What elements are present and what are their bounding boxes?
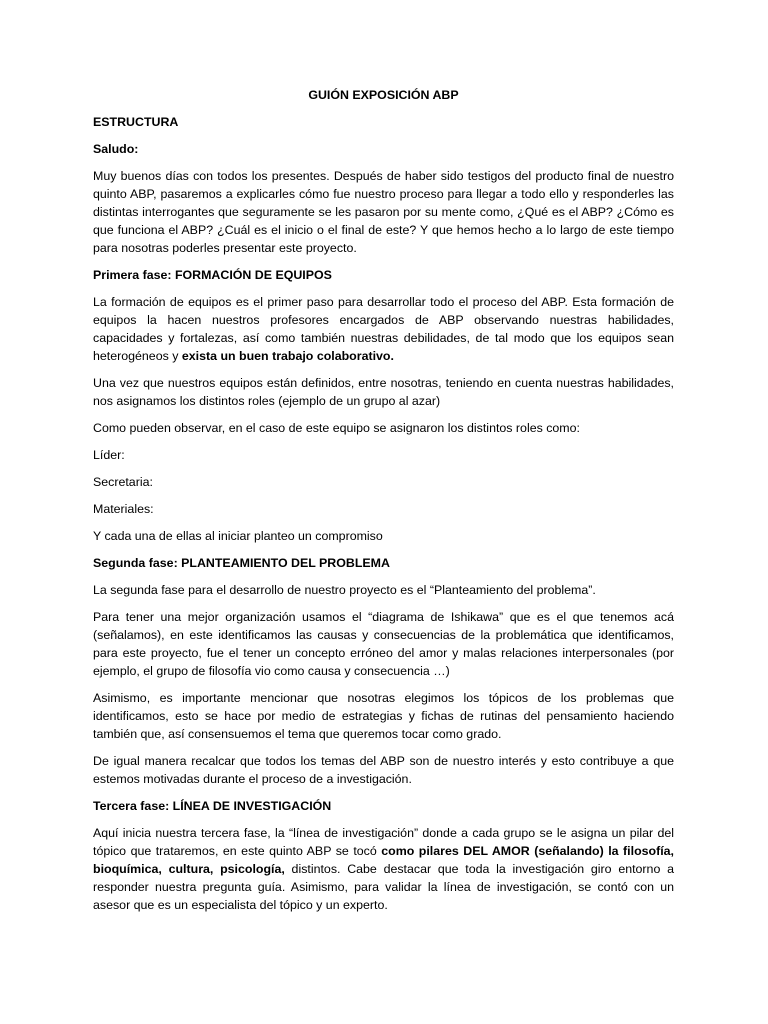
saludo-paragraph: Muy buenos días con todos los presentes. Después de haber sido testigos del producto final de nuestro quinto ABP, pasaremos a explicarles cómo fue nuestro proceso para llegar a todo ello y responderles las distintas interrogantes que seguramente se les pasaron por su mente como, ¿Qué es el ABP? ¿Cómo es que funciona el ABP? ¿Cuál es el inicio o el final de este? Y que hemos hecho a lo largo de este tiempo para nosotras poderles presentar este proyecto. xyxy=(93,169,674,255)
fase2-paragraph-4: De igual manera recalcar que todos los temas del ABP son de nuestro interés y esto contribuye a que estemos motivadas durante el proceso de a investigación. xyxy=(93,754,674,786)
fase3-paragraph-1-bold: como pilares DEL AMOR (señalando) la filosofía, bioquímica, cultura, psicología, xyxy=(93,844,674,876)
fase2-paragraph-1: La segunda fase para el desarrollo de nuestro proyecto es el “Planteamiento del problema”. xyxy=(93,583,596,597)
fase1-paragraph-1 xyxy=(93,293,674,365)
role-secretaria: Secretaria: xyxy=(93,475,153,489)
fase1-paragraph-1-text: La formación de equipos es el primer paso para desarrollar todo el proceso del ABP. Esta formación de equipos la hacen nuestros profesores encargados de ABP observando nuestras habilidades, capacidades y fortalezas, así como también nuestras debilidades, de tal modo que los equipos sean heterogéneos y xyxy=(93,295,674,363)
fase1-paragraph-2: Una vez que nuestros equipos están definidos, entre nosotras, teniendo en cuenta nuestras habilidades, nos asignamos los distintos roles (ejemplo de un grupo al azar) xyxy=(93,376,674,408)
fase3-paragraph-1-text: Aquí inicia nuestra tercera fase, la “línea de investigación” donde a cada grupo se le asigna un pilar del tópico que trataremos, en este quinto ABP se tocó xyxy=(93,826,674,858)
role-materiales: Materiales: xyxy=(93,502,154,516)
fase1-paragraph-3: Como pueden observar, en el caso de este equipo se asignaron los distintos roles como: xyxy=(93,421,580,435)
fase1-heading: Primera fase: FORMACIÓN DE EQUIPOS xyxy=(93,268,332,282)
fase3-heading: Tercera fase: LÍNEA DE INVESTIGACIÓN xyxy=(93,799,332,813)
fase1-paragraph-1-bold: exista un buen trabajo colaborativo. xyxy=(181,349,394,363)
estructura-heading: ESTRUCTURA xyxy=(93,115,179,129)
fase1-paragraph-4: Y cada una de ellas al iniciar planteo un compromiso xyxy=(93,529,383,543)
fase2-paragraph-3: Asimismo, es importante mencionar que nosotras elegimos los tópicos de los problemas que identificamos, esto se hace por medio de estrategias y fichas de rutinas del pensamiento haciendo también que, así consensuemos el tema que queremos tocar como grado. xyxy=(93,691,674,741)
document-title: GUIÓN EXPOSICIÓN ABP xyxy=(308,88,459,102)
saludo-heading: Saludo: xyxy=(93,142,139,156)
fase2-heading: Segunda fase: PLANTEAMIENTO DEL PROBLEMA xyxy=(93,556,390,570)
fase3-paragraph-1-tail: distintos. Cabe destacar que toda la investigación giro entorno a responder nuestra pregunta guía. Asimismo, para validar la línea de investigación, se contó con un asesor que es un especialista del tópico y un experto. xyxy=(93,862,674,912)
fase2-paragraph-2: Para tener una mejor organización usamos el “diagrama de Ishikawa” que es el que tenemos acá (señalamos), en este identificamos las causas y consecuencias de la problemática que identificamos, para este proyecto, fue el tener un concepto erróneo del amor y malas relaciones interpersonales (por ejemplo, el grupo de filosofía vio como causa y consecuencia …) xyxy=(93,610,674,678)
document-body xyxy=(93,86,674,923)
role-lider: Líder: xyxy=(93,448,125,462)
fase3-paragraph-1 xyxy=(93,824,674,914)
